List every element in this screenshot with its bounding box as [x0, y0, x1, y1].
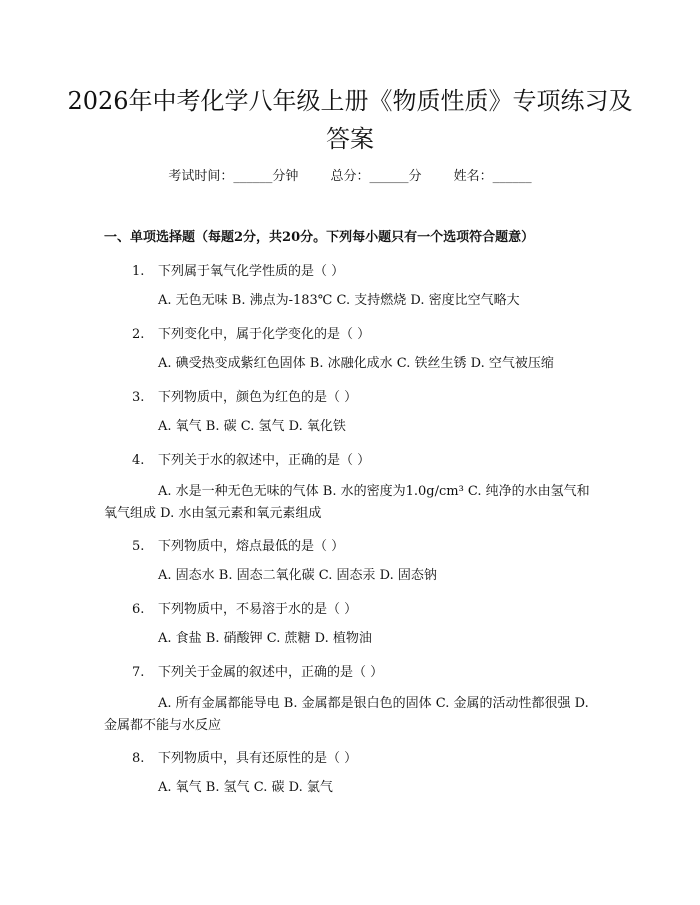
question-6-stem	[132, 601, 357, 619]
question-1-stem	[132, 263, 344, 281]
question-1-options: A. 无色无味 B. 沸点为-183℃ C. 支持燃烧 D. 密度比空气略大	[158, 293, 520, 308]
question-number: 4.	[132, 453, 145, 468]
question-4-stem	[132, 452, 370, 470]
question-5-options: A. 固态水 B. 固态二氧化碳 C. 固态汞 D. 固态钠	[158, 568, 437, 583]
question-text: 下列物质中，具有还原性的是（ ）	[158, 751, 358, 766]
total-score-field: 总分：______分	[330, 169, 422, 184]
question-number: 1.	[132, 264, 145, 279]
question-6-options: A. 食盐 B. 硝酸钾 C. 蔗糖 D. 植物油	[158, 631, 372, 646]
question-7-stem	[132, 664, 383, 682]
document-title: 2026年中考化学八年级上册《物质性质》专项练习及答案	[67, 87, 633, 153]
question-number: 3.	[132, 390, 145, 405]
question-3-stem	[132, 389, 357, 407]
question-3-options: A. 氧气 B. 碳 C. 氢气 D. 氧化铁	[158, 419, 346, 434]
question-text: 下列变化中，属于化学变化的是（ ）	[158, 327, 371, 342]
exam-time-field: 考试时间：______分钟	[168, 169, 299, 184]
question-number: 5.	[132, 539, 145, 554]
question-8-stem	[132, 750, 357, 768]
question-text: 下列关于金属的叙述中，正确的是（ ）	[158, 665, 384, 680]
question-text: 下列关于水的叙述中，正确的是（ ）	[158, 453, 371, 468]
question-2-options: A. 碘受热变成紫红色固体 B. 冰融化成水 C. 铁丝生锈 D. 空气被压缩	[158, 356, 554, 371]
section-heading: 一、单项选择题（每题2分，共20分。下列每小题只有一个选项符合题意）	[104, 230, 535, 245]
question-text: 下列物质中，颜色为红色的是（ ）	[158, 390, 358, 405]
question-7-options: A. 所有金属都能导电 B. 金属都是银白色的固体 C. 金属的活动性都很强 D. 金属都不能与水反应	[104, 696, 589, 733]
student-name-field: 姓名：______	[453, 169, 532, 184]
exam-info-line	[0, 168, 700, 186]
question-text: 下列物质中，不易溶于水的是（ ）	[158, 602, 358, 617]
question-number: 7.	[132, 665, 145, 680]
question-number: 8.	[132, 751, 145, 766]
question-5-stem	[132, 538, 344, 556]
question-number: 6.	[132, 602, 145, 617]
question-number: 2.	[132, 327, 145, 342]
question-2-stem	[132, 326, 370, 344]
question-8-options: A. 氧气 B. 氢气 C. 碳 D. 氯气	[158, 780, 333, 795]
question-4-options: A. 水是一种无色无味的气体 B. 水的密度为1.0g/cm³ C. 纯净的水由氢气和氧气组成 D. 水由氢元素和氧元素组成	[104, 484, 590, 521]
question-text: 下列物质中，熔点最低的是（ ）	[158, 539, 345, 554]
question-text: 下列属于氧气化学性质的是（ ）	[158, 264, 345, 279]
